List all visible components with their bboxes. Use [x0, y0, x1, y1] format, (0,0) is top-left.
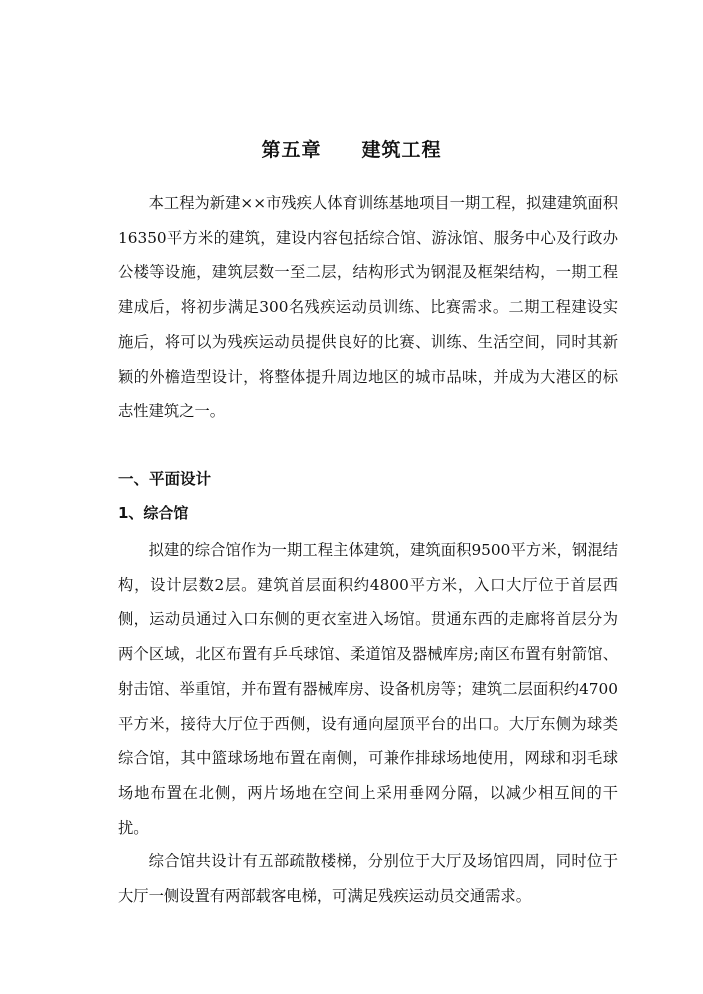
- intro-paragraph: 本工程为新建××市残疾人体育训练基地项目一期工程，拟建建筑面积16350平方米的建筑，建设内容包括综合馆、游泳馆、服务中心及行政办公楼等设施，建筑层数一至二层，结构形式为钢混及框架结构，一期工程建成后，将初步满足300名残疾运动员训练、比赛需求。二期工程建设实施后，将可以为残疾运动员提供良好的比赛、训练、生活空间，同时其新颖的外檐造型设计，将整体提升周边地区的城市品味，并成为大港区的标志性建筑之一。: [118, 194, 618, 421]
- complex-hall-paragraph: 拟建的综合馆作为一期工程主体建筑，建筑面积9500平方米，钢混结构，设计层数2层。建筑首层面积约4800平方米，入口大厅位于首层西侧，运动员通过入口东侧的更衣室进入场馆。贯通东西的走廊将首层分为两个区域，北区布置有乒乓球馆、柔道馆及器械库房;南区布置有射箭馆、射击馆、举重馆，并布置有器械库房、设备机房等；建筑二层面积约4700平方米，接待大厅位于西侧，设有通向屋顶平台的出口。大厅东侧为球类综合馆，其中篮球场地布置在南侧，可兼作排球场地使用，网球和羽毛球场地布置在北侧，两片场地在空间上采用垂网分隔，以减少相互间的干扰。: [118, 541, 618, 837]
- chapter-title: 第五章 建筑工程: [261, 138, 442, 161]
- stairs-elevators-paragraph: 综合馆共设计有五部疏散楼梯，分别位于大厅及场馆四周，同时位于大厅一侧设置有两部载客电梯，可满足残疾运动员交通需求。: [118, 852, 618, 905]
- section-heading-plan-design: 一、平面设计: [118, 470, 212, 488]
- subsection-heading-complex-hall: 1、综合馆: [118, 504, 189, 522]
